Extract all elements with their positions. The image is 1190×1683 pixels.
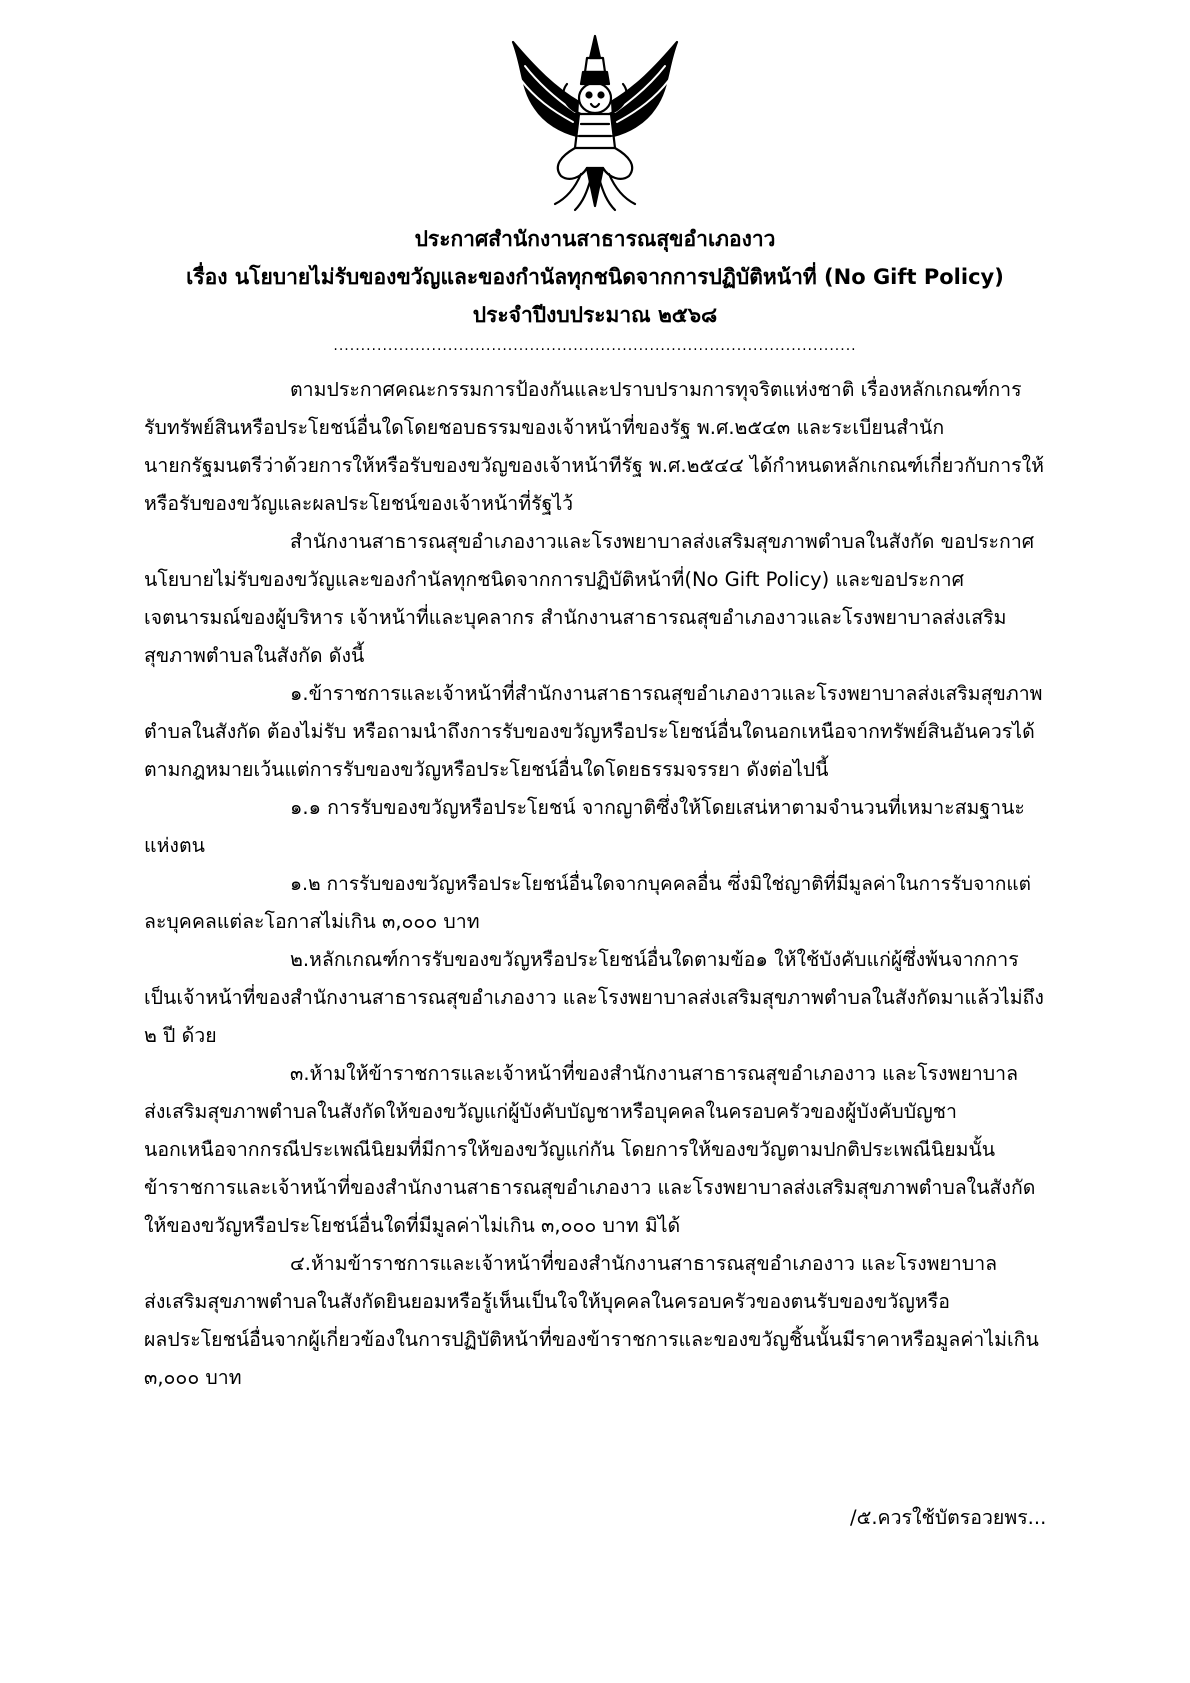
body-line: ตามประกาศคณะกรรมการป้องกันและปราบปรามการทุจริตแห่งชาติ เรื่องหลักเกณฑ์การ (290, 378, 1022, 401)
body-line: นอกเหนือจากกรณีประเพณีนิยมที่มีการให้ของขวัญแก่กัน โดยการให้ของขวัญตามปกติประเพณีนิยมนั้น (144, 1138, 996, 1161)
body-line: แห่งตน (144, 834, 205, 857)
body-line: ๑.ข้าราชการและเจ้าหน้าที่สำนักงานสาธารณสุขอำเภองาวและโรงพยาบาลส่งเสริมสุขภาพ (290, 682, 1043, 705)
body-line: ๑.๒ การรับของขวัญหรือประโยชน์อื่นใดจากบุคคลอื่น ซึ่งมิใช่ญาติที่มีมูลค่าในการรับจากแต่ (290, 873, 1032, 895)
body-line: ละบุคคลแต่ละโอกาสไม่เกิน ๓,๐๐๐ บาท (144, 910, 480, 933)
announcement-subject: เรื่อง นโยบายไม่รับของขวัญและของกำนัลทุกชนิดจากการปฏิบัติหน้าที่ (No Gift Policy) (186, 265, 1004, 289)
body-line: สำนักงานสาธารณสุขอำเภองาวและโรงพยาบาลส่งเสริมสุขภาพตำบลในสังกัด ขอประกาศ (290, 530, 1035, 553)
body-line: ส่งเสริมสุขภาพตำบลในสังกัดยินยอมหรือรู้เห็นเป็นใจให้บุคคลในครอบครัวของตนรับของขวัญหรือ (144, 1290, 950, 1313)
body-line: เป็นเจ้าหน้าที่ของสำนักงานสาธารณสุขอำเภองาว และโรงพยาบาลส่งเสริมสุขภาพตำบลในสังกัดมาแล้วไม่ถึง (144, 986, 1044, 1009)
fiscal-year: ประจำปีงบประมาณ ๒๕๖๘ (472, 303, 718, 327)
body-line: หรือรับของขวัญและผลประโยชน์ของเจ้าหน้าที่รัฐไว้ (144, 492, 574, 515)
body-line: ๓.ห้ามให้ข้าราชการและเจ้าหน้าที่ของสำนักงานสาธารณสุขอำเภองาว และโรงพยาบาล (290, 1062, 1019, 1085)
body-line: รับทรัพย์สินหรือประโยชน์อื่นใดโดยชอบธรรมของเจ้าหน้าที่ของรัฐ พ.ศ.๒๕๔๓ และระเบียนสำนัก (144, 416, 945, 439)
body-line: ๒.หลักเกณฑ์การรับของขวัญหรือประโยชน์อื่นใดตามข้อ๑ ให้ใช้บังคับแก่ผู้ซึ่งพ้นจากการ (290, 948, 1019, 971)
separator-line: ................................................................................................ (333, 338, 857, 354)
body-line: ๒ ปี ด้วย (144, 1024, 217, 1047)
body-line: ๓,๐๐๐ บาท (144, 1366, 242, 1389)
body-line: นายกรัฐมนตรีว่าด้วยการให้หรือรับของขวัญของเจ้าหน้าทีรัฐ พ.ศ.๒๕๔๔ ได้กำหนดหลักเกณฑ์เกี่ยวกับการให้ (144, 454, 1045, 477)
body-line: ข้าราชการและเจ้าหน้าที่ของสำนักงานสาธารณสุขอำเภองาว และโรงพยาบาลส่งเสริมสุขภาพตำบลในสังกัด (144, 1176, 1036, 1199)
body-line: ตำบลในสังกัด ต้องไม่รับ หรือถามนำถึงการรับของขวัญหรือประโยชน์อื่นใดนอกเหนือจากทรัพย์สินอันควรได้ (144, 720, 1035, 743)
garuda-emblem-icon (495, 28, 695, 218)
body-line: ผลประโยชน์อื่นจากผู้เกี่ยวข้องในการปฏิบัติหน้าที่ของข้าราชการและของขวัญชิ้นนั้นมีราคาหรือมูลค่าไม่เกิน (144, 1328, 1039, 1351)
body-line: ตามกฎหมายเว้นแต่การรับของขวัญหรือประโยชน์อื่นใดโดยธรรมจรรยา ดังต่อไปนี้ (144, 758, 829, 781)
body-line: ให้ของขวัญหรือประโยชน์อื่นใดที่มีมูลค่าไม่เกิน ๓,๐๐๐ บาท มิได้ (144, 1214, 681, 1237)
body-line: สุขภาพตำบลในสังกัด ดังนี้ (144, 644, 365, 667)
continuation-note: /๕.ควรใช้บัตรอวยพร... (850, 1506, 1047, 1529)
body-line: ส่งเสริมสุขภาพตำบลในสังกัดให้ของขวัญแก่ผู้บังคับบัญชาหรือบุคคลในครอบครัวของผู้บังคับบัญชา (144, 1100, 957, 1123)
body-line: ๑.๑ การรับของขวัญหรือประโยชน์ จากญาติซึ่งให้โดยเสน่หาตามจำนวนที่เหมาะสมฐานะ (290, 796, 1025, 819)
body-line: ๔.ห้ามข้าราชการและเจ้าหน้าที่ของสำนักงานสาธารณสุขอำเภองาว และโรงพยาบาล (290, 1252, 998, 1275)
body-line: นโยบายไม่รับของขวัญและของกำนัลทุกชนิดจากการปฏิบัติหน้าที่(No Gift Policy) และขอประกาศ (144, 568, 964, 591)
announcement-title: ประกาศสำนักงานสาธารณสุขอำเภองาว (414, 227, 776, 251)
body-line: เจตนารมณ์ของผู้บริหาร เจ้าหน้าที่และบุคลากร สำนักงานสาธารณสุขอำเภองาวและโรงพยาบาลส่งเสริม (144, 606, 1007, 629)
